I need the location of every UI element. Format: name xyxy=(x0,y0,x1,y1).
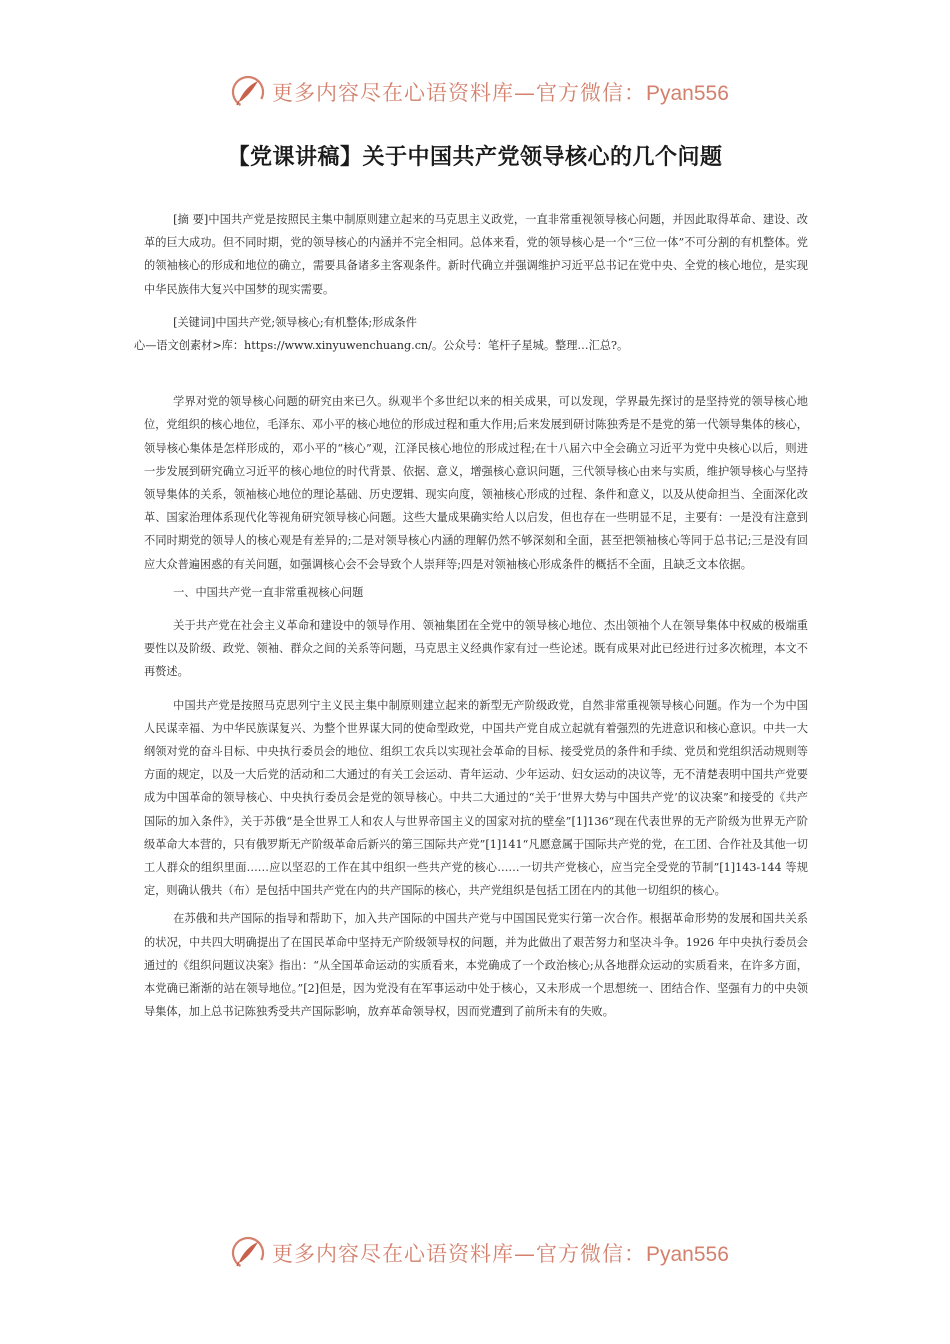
source-website-line: 心—语文创素材>库：https://www.xinyuwenchuang.cn/。公众号：笔杆子星城。整理…汇总?。 xyxy=(134,339,629,353)
body-paragraph: 在苏俄和共产国际的指导和帮助下，加入共产国际的中国共产党与中国国民党实行第一次合作。根据革命形势的发展和国共关系的状况，中共四大明确提出了在国民革命中坚持无产阶级领导权的问题，并为此做出了艰苦努力和坚决斗争。1926 年中央执行委员会通过的《组织问题议决案》指出：“从全国革命运动的实质看来，本党确成了一个政治核心;从各地群众运动的实质看来，在许多方面，本党确已渐渐的站在领导地位。”[2]但是，因为党没有在军事运动中处于核心，又未形成一个思想统一、团结合作、坚强有力的中央领导集体，加上总书记陈独秀受共产国际影响，放弃革命领导权，因而党遭到了前所未有的失败。 xyxy=(144,912,808,1019)
abstract-paragraph: [摘 要]中国共产党是按照民主集中制原则建立起来的马克思主义政党，一直非常重视领导核心问题，并因此取得革命、建设、改革的巨大成功。但不同时期，党的领导核心的内涵并不完全相同。总体来看，党的领导核心是一个“三位一体”不可分割的有机整体。党的领袖核心的形成和地位的确立，需要具备诸多主客观条件。新时代确立并强调维护习近平总书记在党中央、全党的核心地位，是实现中华民族伟大复兴中国梦的现实需要。 xyxy=(144,213,808,296)
document-body xyxy=(134,208,808,1024)
body-paragraph: 关于共产党在社会主义革命和建设中的领导作用、领袖集团在全党中的领导核心地位、杰出领袖个人在领导集体中权威的极端重要性以及阶级、政党、领袖、群众之间的关系等问题，马克思主义经典作家有过一些论述。既有成果对此已经进行过多次梳理，本文不再赘述。 xyxy=(144,619,808,679)
quill-logo-icon xyxy=(230,1235,266,1271)
document-title: 【党课讲稿】关于中国共产党领导核心的几个问题 xyxy=(227,145,723,170)
watermark-text: 更多内容尽在心语资料库—官方微信：Pyan556 xyxy=(272,81,729,105)
body-paragraph: 中国共产党是按照马克思列宁主义民主集中制原则建立起来的新型无产阶级政党，自然非常重视领导核心问题。作为一个为中国人民谋幸福、为中华民族谋复兴、为整个世界谋大同的使命型政党，中国共产党自成立起就有着强烈的先进意识和核心意识。中共一大纲领对党的奋斗目标、中央执行委员会的地位、组织工农兵以实现社会革命的目标、接受党员的条件和手续、党员和党组织活动规则等方面的规定，以及一大后党的活动和二大通过的有关工会运动、青年运动、少年运动、妇女运动的决议等，无不清楚表明中国共产党要成为中国革命的领导核心、中央执行委员会是党的领导核心。中共二大通过的“关于‘世界大势与中国共产党’的议决案”和接受的《共产国际的加入条件》，关于苏俄“是全世界工人和农人与世界帝国主义的国家对抗的壁垒”[1]136“现在代表世界的无产阶级为世界无产阶级革命大本营的，只有俄罗斯无产阶级革命后新兴的第三国际共产党”[1]141“凡愿意属于国际共产党的党，在工团、合作社及其他一切工人群众的组织里面……应以坚忍的工作在其中组织一些共产党的核心……一切共产党核心，应当完全受党的节制”[1]143-144 等规定，则确认俄共（布）是包括中国共产党在内的共产国际的核心，共产党组织是包括工团在内的其他一切组织的核心。 xyxy=(144,698,808,898)
section-heading: 一、中国共产党一直非常重视核心问题 xyxy=(173,585,364,599)
watermark-text: 更多内容尽在心语资料库—官方微信：Pyan556 xyxy=(272,1242,729,1266)
keywords-line: [关键词]中国共产党;领导核心;有机整体;形成条件 xyxy=(173,315,417,329)
header-watermark-banner xyxy=(0,72,950,112)
body-paragraph: 学界对党的领导核心问题的研究由来已久。纵观半个多世纪以来的相关成果，可以发现，学界最先探讨的是坚持党的领导核心地位，党组织的核心地位，毛泽东、邓小平的核心地位的形成过程和重大作用;后来发展到研讨陈独秀是不是党的第一代领导集体的核心，领导核心集体是怎样形成的，邓小平的“核心”观，江泽民核心地位的形成过程;在十八届六中全会确立习近平为党中央核心以后，则进一步发展到研究确立习近平的核心地位的时代背景、依据、意义，增强核心意识问题，三代领导核心由来与实质，维护领导核心与坚持领导集体的关系，领袖核心地位的理论基础、历史逻辑、现实向度，领袖核心形成的过程、条件和意义，以及从使命担当、全面深化改革、国家治理体系现代化等视角研究领导核心问题。这些大量成果确实给人以启发，但也存在一些明显不足，主要有：一是没有注意到不同时期党的领导人的核心观是有差异的;二是对领导核心内涵的理解仍然不够深刻和全面，甚至把领袖核心等同于总书记;三是没有回应大众普遍困惑的有关问题，如强调核心会不会导致个人崇拜等;四是对领袖核心形成条件的概括不全面，且缺乏文本依据。 xyxy=(144,395,808,571)
quill-logo-icon xyxy=(230,74,266,110)
footer-watermark-banner xyxy=(0,1233,950,1273)
